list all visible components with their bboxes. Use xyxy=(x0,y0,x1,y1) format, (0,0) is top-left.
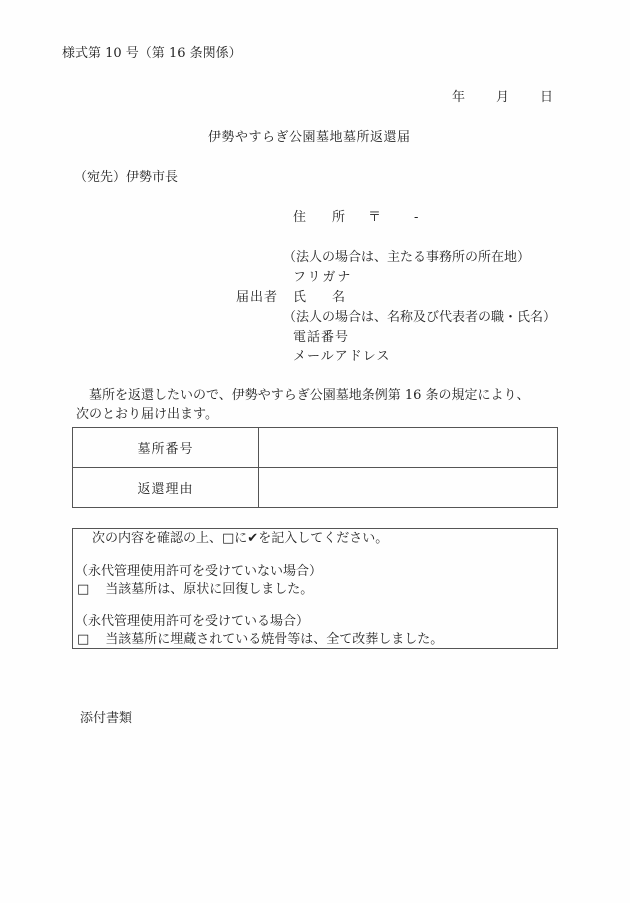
table-row xyxy=(73,428,558,468)
section2-item: 当該墓所に埋蔵されている焼骨等は、全て改葬しました。 xyxy=(105,632,444,647)
name-label: 氏 名 xyxy=(293,290,346,305)
section1-item: 当該墓所は、原状に回復しました。 xyxy=(105,582,314,597)
table-row xyxy=(73,468,558,508)
date-month: 月 xyxy=(496,90,510,105)
furigana-label: フリガナ xyxy=(293,270,353,285)
section2-heading: （永代管理使用許可を受けている場合） xyxy=(75,614,310,629)
section2-row xyxy=(77,632,443,648)
instruction-prefix: 次の内容を確認の上、□に xyxy=(79,531,248,546)
addressee: （宛先）伊勢市長 xyxy=(74,170,179,185)
phone-label: 電話番号 xyxy=(293,330,350,345)
confirmation-instruction xyxy=(79,531,388,547)
postal-mark: 〒 xyxy=(368,210,382,225)
return-reason-field[interactable] xyxy=(259,468,558,508)
date-line xyxy=(452,90,553,106)
section1-row xyxy=(77,582,313,598)
applicant-label: 届出者 xyxy=(236,290,279,305)
grave-info-table xyxy=(72,427,558,508)
section1-heading: （永代管理使用許可を受けていない場合） xyxy=(75,564,323,579)
address-label: 住 所 xyxy=(293,210,346,225)
return-reason-label: 返還理由 xyxy=(73,468,259,508)
section1-checkbox[interactable]: □ xyxy=(77,582,90,597)
address-note: （法人の場合は、主たる事務所の所在地） xyxy=(283,250,531,265)
email-label: メールアドレス xyxy=(293,349,391,364)
confirmation-box xyxy=(72,528,558,649)
instruction-suffix: を記入してください。 xyxy=(258,531,389,546)
attachments-label: 添付書類 xyxy=(80,711,133,726)
body-text-line2: 次のとおり届け出ます。 xyxy=(76,407,218,422)
date-year: 年 xyxy=(452,90,466,105)
name-note: （法人の場合は、名称及び代表者の職・氏名） xyxy=(283,310,557,325)
date-day: 日 xyxy=(540,90,554,105)
section2-checkbox[interactable]: □ xyxy=(77,632,90,647)
form-number: 様式第 10 号（第 16 条関係） xyxy=(62,46,242,61)
grave-number-field[interactable] xyxy=(259,428,558,468)
grave-number-label: 墓所番号 xyxy=(73,428,259,468)
check-mark-icon: ✔ xyxy=(247,531,259,546)
postal-dash: - xyxy=(414,210,419,225)
document-title: 伊勢やすらぎ公園墓地墓所返還届 xyxy=(208,130,411,145)
body-text-line1: 墓所を返還したいので、伊勢やすらぎ公園墓地条例第 16 条の規定により、 xyxy=(76,388,530,403)
